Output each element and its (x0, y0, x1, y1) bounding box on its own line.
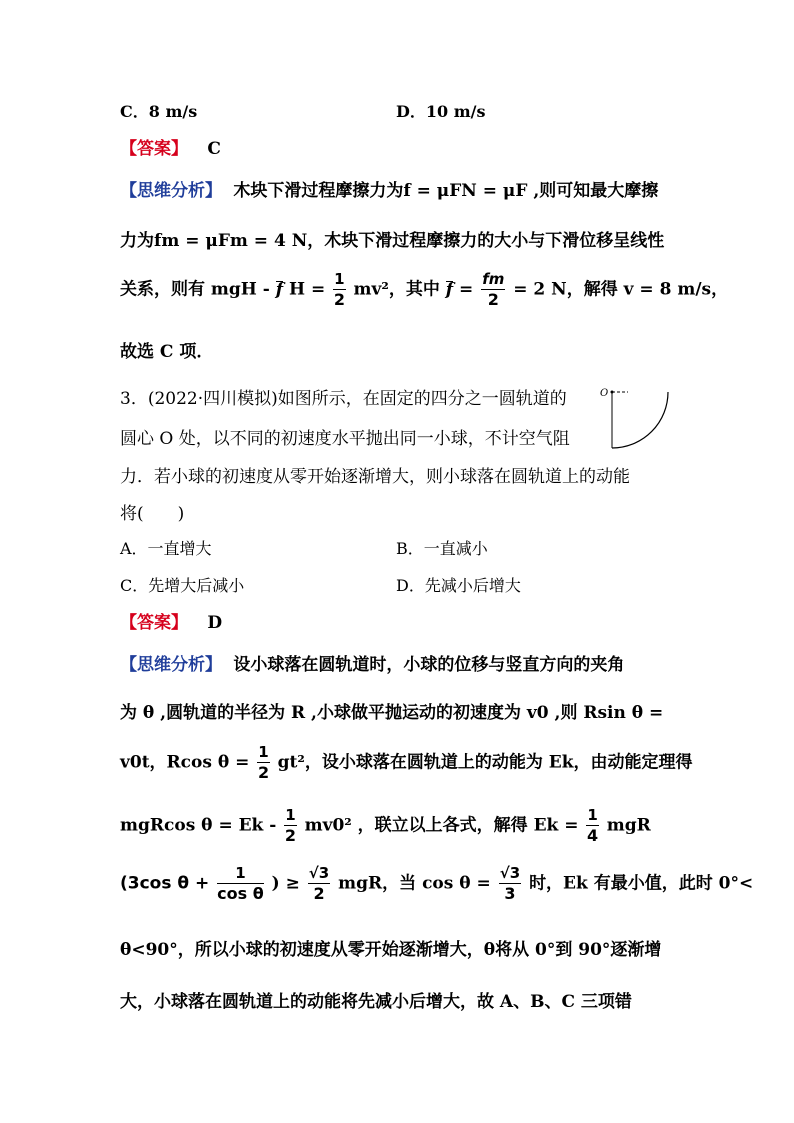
q3-analysis-line-7: 大，小球落在圆轨道上的动能将先减小后增大，故 A、B、C 三项错 (120, 992, 632, 1012)
option-b: B．一直减小 (396, 539, 488, 558)
q3-analysis-line-2: 为 θ ,圆轨道的半径为 R ,小球做平抛运动的初速度为 v0 ,则 Rsin θ = (120, 703, 664, 723)
fraction-fm-over-2: $\frac{fm}{2}$ (482, 270, 505, 309)
option-d: D．10 m/s (396, 102, 486, 121)
answer-value: C (207, 139, 221, 159)
question-3-stem-2: 圆心 O 处，以不同的初速度水平抛出同一小球，不计空气阻 (120, 429, 570, 449)
question-3-stem-4: 将( ) (120, 504, 185, 524)
q3-analysis-line-4: mgRcos θ = Ek - $\frac{1}{2}$ mv0² ，联立以上各式，解得 Ek = $\frac{1}{4}$ mgR (120, 806, 651, 845)
answer-value-q3: D (207, 613, 223, 633)
analysis-tag: 【思维分析】 (120, 181, 222, 201)
analysis-line-1: 【思维分析】 木块下滑过程摩擦力为f = μFN = μF ,则可知最大摩擦 (120, 181, 659, 201)
q3-analysis-line-1: 【思维分析】 设小球落在圆轨道时，小球的位移与竖直方向的夹角 (120, 655, 625, 675)
analysis-tag-q3: 【思维分析】 (120, 655, 222, 675)
fraction-half: $\frac{1}{2}$ (333, 270, 345, 309)
fraction-sqrt3-over-2: $\frac{√3}{2}$ (308, 864, 330, 903)
fraction-one-over-cos: $\frac{1}{\text{cos θ}}$ (217, 864, 264, 903)
option-a: A．一直增大 (120, 539, 212, 558)
analysis-line-2: 力为fm = μFm = 4 N，木块下滑过程摩擦力的大小与下滑位移呈线性 (120, 231, 665, 251)
fraction-half-q3: $\frac{1}{2}$ (257, 743, 270, 782)
q3-analysis-line-6: θ<90°，所以小球的初速度从零开始逐渐增大，θ将从 0°到 90°逐渐增 (120, 940, 662, 960)
option-d-q3: D．先减小后增大 (396, 576, 521, 595)
answer-row-q3 (120, 608, 222, 633)
q3-analysis-line-3: v0t，Rcos θ = $\frac{1}{2}$ gt²，设小球落在圆轨道上的动能为 Ek，由动能定理得 (120, 743, 693, 782)
question-3-stem-3: 力．若小球的初速度从零开始逐渐增大，则小球落在圆轨道上的动能 (120, 467, 630, 487)
option-c-q3: C．先增大后减小 (120, 576, 245, 595)
quarter-circle-figure (598, 384, 678, 452)
fraction-half-q3b: $\frac{1}{2}$ (284, 806, 297, 845)
fraction-quarter: $\frac{1}{4}$ (587, 806, 599, 845)
question-3-stem-1: 3．(2022·四川模拟)如图所示，在固定的四分之一圆轨道的 (120, 389, 567, 409)
quarter-arc (612, 392, 668, 448)
analysis-line-3: 关系，则有 mgH - f H = $\frac{1}{2}$ mv²，其中 f = $\frac{fm}{2}$ = 2 N，解得 v = 8 m/s， (120, 270, 729, 309)
answer-tag: 【答案】 (120, 139, 188, 159)
analysis-line-4: 故选 C 项． (120, 342, 214, 362)
q3-analysis-line-5: (3cos θ + $\frac{1}{\text{cos θ}}$ ) ≥ $\frac{√3}{2}$ mgR，当 cos θ = $\frac{√3}{3}$ 时，Ek 有最小值，此时 0°< (120, 864, 754, 903)
answer-tag-q3: 【答案】 (120, 613, 188, 633)
answer-row (120, 134, 221, 159)
origin-label: O (600, 388, 609, 399)
fraction-sqrt3-over-3: $\frac{√3}{3}$ (499, 864, 521, 903)
option-c: C．8 m/s (120, 102, 198, 121)
